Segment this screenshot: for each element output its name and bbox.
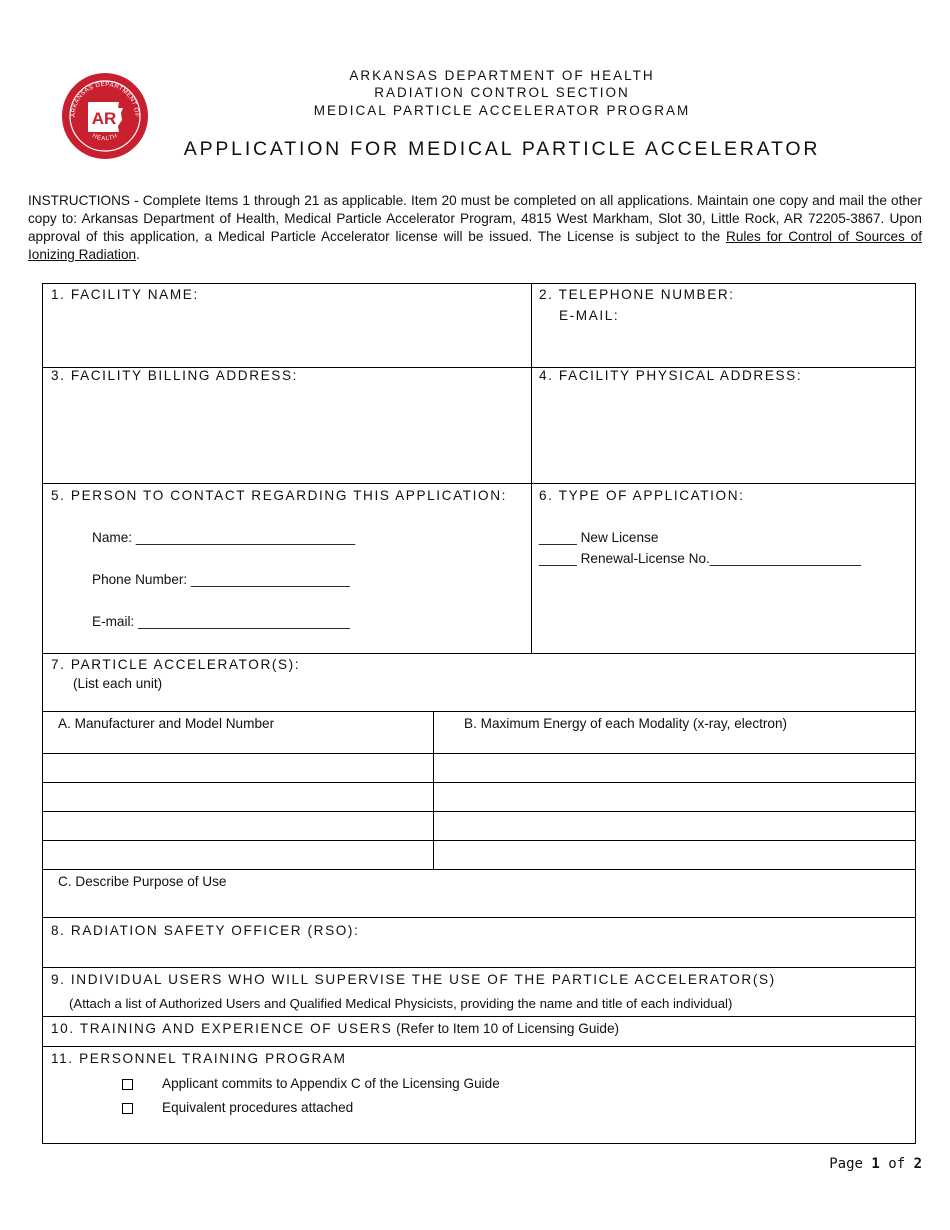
item-7b-header: B. Maximum Energy of each Modality (x-ray, electron)	[464, 716, 788, 731]
rules-link[interactable]: Rules for Control of Sources of Ionizing Radiation	[28, 229, 922, 262]
contact-email-field[interactable]: E-mail: ____________________________	[92, 614, 350, 629]
appendix-c-label: Applicant commits to Appendix C of the Licensing Guide	[162, 1076, 500, 1091]
item-7c-label: C. Describe Purpose of Use	[58, 874, 227, 889]
page-total: 2	[913, 1156, 922, 1172]
logo-ring-top: ARKANSAS DEPARTMENT OF	[69, 80, 141, 118]
item-11-label: 11. PERSONNEL TRAINING PROGRAM	[51, 1051, 347, 1066]
item-6-label: 6. TYPE OF APPLICATION:	[539, 488, 745, 503]
item-7a-header: A. Manufacturer and Model Number	[58, 716, 275, 731]
page-number: 1	[871, 1156, 880, 1172]
instructions: INSTRUCTIONS - Complete Items 1 through 21 as applicable. Item 20 must be completed on all applications. Maintain one copy and mail the other copy to: Arkansas Department of Health, Medical Particle Accelerator Program, 4815 West Markham, Slot 30, Little Rock, AR 72205-3867. Upon approval of this application, a Medical Particle Accelerator license will be issued. The License is subject to the Rules for Control of Sources of Ionizing Radiation.	[28, 193, 922, 262]
item-1-label: 1. FACILITY NAME:	[51, 287, 199, 302]
logo-ring-bottom: HEALTH	[91, 133, 119, 143]
item-2-label: 2. TELEPHONE NUMBER:	[539, 287, 735, 302]
contact-phone-field[interactable]: Phone Number: _____________________	[92, 572, 350, 587]
item-5-label: 5. PERSON TO CONTACT REGARDING THIS APPLICATION:	[51, 488, 507, 503]
item-9-sub: (Attach a list of Authorized Users and Qualified Medical Physicists, providing the name and title of each individual)	[69, 996, 733, 1011]
header-line-1: ARKANSAS DEPARTMENT OF HEALTH	[349, 68, 655, 83]
item-10-row	[51, 1021, 619, 1036]
instructions-text: INSTRUCTIONS - Complete Items 1 through 21 as applicable. Item 20 must be completed on all applications. Maintain one copy and mail the other copy to: Arkansas Department of Health, Medical Particle Accelerator Program, 4815 West Markham, Slot 30, Little Rock, AR 72205-3867. Upon approval of this application, a Medical Particle Accelerator license will be issued. The License is subject to the	[28, 193, 922, 244]
item-3-label: 3. FACILITY BILLING ADDRESS:	[51, 368, 299, 383]
header-line-2: RADIATION CONTROL SECTION	[374, 85, 630, 100]
item-10-label: 10. TRAINING AND EXPERIENCE OF USERS	[51, 1021, 393, 1036]
adh-logo	[61, 72, 149, 160]
new-license-option[interactable]: _____ New License	[539, 530, 659, 545]
item-7-sub: (List each unit)	[73, 676, 163, 691]
page-indicator: Page 1 of 2	[829, 1156, 922, 1172]
appendix-c-checkbox[interactable]	[122, 1079, 133, 1090]
item-4-label: 4. FACILITY PHYSICAL ADDRESS:	[539, 368, 803, 383]
logo-center-text: AR	[91, 109, 117, 128]
equivalent-procedures-label: Equivalent procedures attached	[162, 1100, 354, 1115]
contact-name-field[interactable]: Name: _____________________________	[92, 530, 356, 545]
page-title: APPLICATION FOR MEDICAL PARTICLE ACCELERATOR	[183, 138, 821, 160]
renewal-license-option[interactable]: _____ Renewal-License No.____________________	[539, 551, 861, 566]
item-2-email-label: E-MAIL:	[559, 308, 620, 323]
item-7-label: 7. PARTICLE ACCELERATOR(S):	[51, 657, 301, 672]
item-8-label: 8. RADIATION SAFETY OFFICER (RSO):	[51, 923, 360, 938]
header-line-3: MEDICAL PARTICLE ACCELERATOR PROGRAM	[313, 103, 691, 118]
item-10-sub: (Refer to Item 10 of Licensing Guide)	[396, 1021, 620, 1036]
equivalent-procedures-checkbox[interactable]	[122, 1103, 133, 1114]
item-9-label: 9. INDIVIDUAL USERS WHO WILL SUPERVISE THE USE OF THE PARTICLE ACCELERATOR(S)	[51, 972, 776, 987]
